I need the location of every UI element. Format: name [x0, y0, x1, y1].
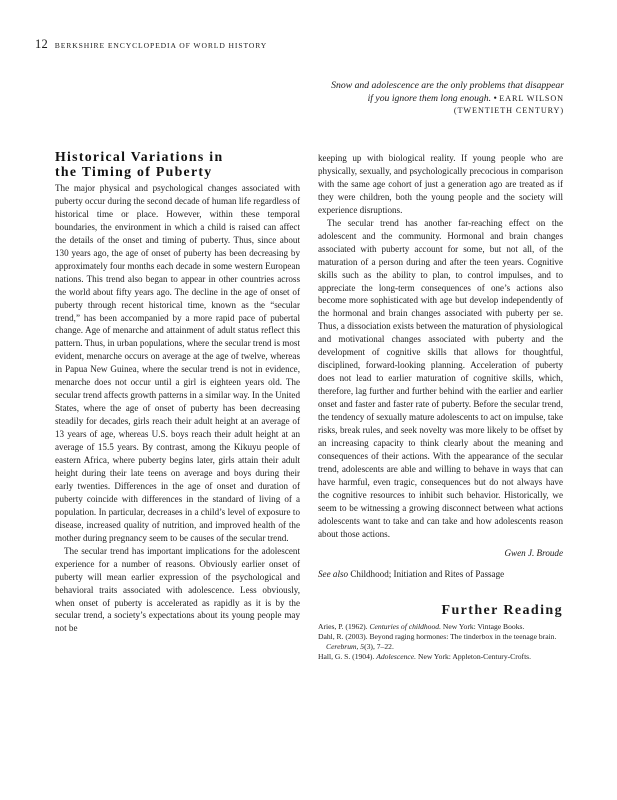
right-column	[318, 152, 563, 663]
body-paragraph: The secular trend has another far-reaching effect on the adolescent and the community. Hormonal and brain changes associated with puberty account for some, but not all, of the maturation of a person during and after the teen years. Cognitive skills such as the ability to plan, to control impulses, and to appreciate the long-term consequences of one’s actions also become more sophisticated with age but develop independently of the hormonal and brain changes associated with puberty per se. Thus, a dissociation exists between the maturation of physiological and motivational changes associated with puberty and the development of cognitive skills that allows for thoughtful, disciplined, forward-looking planning. Acceleration of puberty does not lead to earlier maturation of cognitive skills, which, therefore, lag further and further behind with the earlier and earlier onset and faster and faster rate of puberty. Before the secular trend, the tendency of sexually mature adolescents to act on impulse, take risks, break rules, and seek novelty was more likely to be offset by an increasing capacity to think clearly about the meaning and consequences of their actions. With the appearance of the secular trend, adolescents are able and willing to behave in ways that can have harmful, even tragic, consequences but do not always have the cognitive resources to inhibit such behavior. Historically, we seem to be witnessing a growing disconnect between what actions adolescents want to take and can take and how adolescents reason about those actions.	[318, 217, 563, 539]
see-also-label: See also	[318, 568, 349, 579]
body-paragraph: The major physical and psychological changes associated with puberty occur during the second decade of human life regardless of historical time or place. However, within these temporal boundaries, the environment in which a child is raised can affect the details of the onset and timing of puberty. Thus, since about 130 years ago, the age of onset of puberty has been decreasing by approximately four months each decade in some western European nations. This trend also began to appear in other countries across the world about fifty years ago. The decline in the age of onset of puberty through recent historical time, known as the “secular trend,” has been accompanied by a more rapid pace of pubertal change. Age of menarche and attainment of adult status reflect this pattern. Thus, in urban populations, where the secular trend is most evident, menarche occurs on average at the age of twelve, whereas in Papua New Guinea, where the secular trend is not in evidence, menarche does not occur until a girl is eighteen years old. The secular trend affects growth patterns in a similar way. In the United States, where the age of onset of puberty has been decreasing steadily for decades, girls reach their adult height at an average of 13 years of age, whereas U.S. boys reach their adult height at an average of 15.5 years. By contrast, among the Kikuyu people of eastern Africa, where puberty begins later, girls attain their adult height during their late teens on average and boys during their early twenties. Differences in the age of onset and duration of puberty coincide with differences in the standard of living of a population. In particular, decreases in a child’s level of exposure to disease, increased quality of nutrition, and improved health of the mother during pregnancy seem to be causes of the secular trend.	[55, 183, 300, 543]
body-paragraph: The secular trend has important implications for the adolescent experience for a number of reasons. Obviously earlier onset of puberty will mean earlier expression of the psychological and behavioral traits associated with adolescence. Less obviously, when onset of puberty is accelerated as rapidly as it is by the secular trend, a society’s expectations about its young people may not be	[55, 545, 300, 634]
reference-list	[318, 622, 563, 663]
further-reading-heading: Further Reading	[441, 602, 563, 618]
quote-separator: •	[493, 92, 497, 104]
see-also	[318, 568, 563, 581]
reference-item: Aries, P. (1962). Centuries of childhood. New York: Vintage Books.	[318, 621, 525, 631]
see-also-links: Childhood; Initiation and Rites of Passage	[350, 568, 505, 579]
author-signature: Gwen J. Broude	[504, 547, 563, 558]
quote-text-2: if you ignore them long enough.	[367, 92, 492, 104]
reference-item: Hall, G. S. (1904). Adolescence. New York: Appleton-Century-Crofts.	[318, 652, 532, 662]
section-heading-line-1: Historical Variations in	[55, 149, 224, 164]
epigraph-quote	[264, 80, 564, 118]
running-title: BERKSHIRE ENCYCLOPEDIA OF WORLD HISTORY	[54, 41, 268, 50]
left-column	[55, 150, 300, 635]
quote-line-2	[264, 93, 564, 106]
running-header	[35, 37, 267, 52]
page-number: 12	[35, 37, 48, 51]
section-heading-line-2: the Timing of Puberty	[55, 163, 213, 179]
quote-era: (TWENTIETH CENTURY)	[453, 106, 564, 116]
reference-item: Dahl, R. (2003). Beyond raging hormones: The tinderbox in the teenage brain. Cerebrum, 5(3), 7–22.	[318, 631, 557, 652]
section-heading	[55, 150, 300, 179]
quote-line-1: Snow and adolescence are the only problems that disappear	[331, 80, 564, 91]
quote-author: EARL WILSON	[499, 93, 564, 103]
body-paragraph: keeping up with biological reality. If young people who are physically, sexually, and psychologically precocious in comparison with the same age cohort of just a generation ago are treated as if they were children, both the young people and the society will experience disruptions.	[318, 153, 563, 215]
